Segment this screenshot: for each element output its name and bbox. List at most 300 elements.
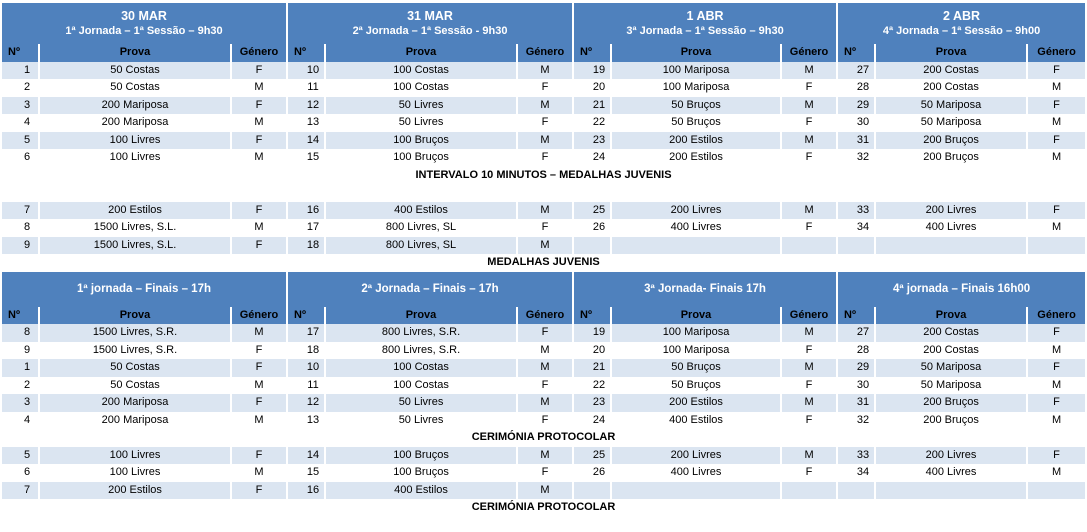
event-number: [574, 62, 610, 80]
event-name: 50 Costas: [40, 377, 230, 395]
event-name: 200 Estilos: [40, 482, 230, 500]
event-number: [2, 447, 38, 465]
event-number: [838, 149, 874, 167]
event-number-value: 21: [592, 361, 606, 374]
event-number: [2, 394, 38, 412]
interval-label: INTERVALO 10 MINUTOS – MEDALHAS JUVENIS: [2, 167, 1085, 185]
event-name: 50 Mariposa: [876, 359, 1026, 377]
event-name: [876, 237, 1026, 255]
event-name: 50 Costas: [40, 79, 230, 97]
event-number: [2, 359, 38, 377]
column-header-event: Prova: [612, 44, 780, 62]
event-number: [288, 219, 324, 237]
event-name: [612, 237, 780, 255]
event-number: [838, 219, 874, 237]
event-number-value: 25: [592, 203, 606, 216]
event-number: [838, 342, 874, 360]
event-name: 800 Livres, SL: [326, 237, 516, 255]
table-row: [2, 132, 1085, 150]
day-date: 30 MAR: [121, 8, 167, 23]
event-name: 50 Livres: [326, 412, 516, 430]
session-label: 3ª Jornada – 1ª Sessão – 9h30: [626, 24, 784, 37]
finals-header: 2ª Jornada – Finais – 17h: [288, 272, 572, 307]
event-number: [574, 447, 610, 465]
event-gender: [782, 482, 836, 500]
event-number: [288, 412, 324, 430]
event-number: [2, 202, 38, 220]
event-number: [838, 79, 874, 97]
morning-session-header-row: [2, 3, 1085, 44]
event-number: [2, 464, 38, 482]
event-number: [838, 412, 874, 430]
event-gender: [1028, 482, 1085, 500]
event-gender: M: [518, 447, 572, 465]
event-name: 200 Estilos: [612, 394, 780, 412]
event-number: [288, 79, 324, 97]
event-gender: M: [232, 324, 286, 342]
spacer-row: [2, 184, 1085, 202]
event-name: 100 Livres: [40, 447, 230, 465]
day-header: [288, 3, 572, 44]
column-header-event: Prova: [40, 44, 230, 62]
event-name: 1500 Livres, S.R.: [40, 342, 230, 360]
column-header-event: Prova: [876, 307, 1026, 325]
column-header-gender: Género: [232, 44, 286, 62]
event-number: [574, 412, 610, 430]
medals-label: MEDALHAS JUVENIS: [2, 254, 1085, 272]
event-number: [838, 202, 874, 220]
event-gender: M: [1028, 464, 1085, 482]
event-number-value: 22: [592, 378, 606, 391]
event-name: 50 Mariposa: [876, 97, 1026, 115]
finals-header: 1ª jornada – Finais – 17h: [2, 272, 286, 307]
column-header-gender: Género: [782, 44, 836, 62]
event-number: [2, 97, 38, 115]
event-name: 100 Costas: [326, 377, 516, 395]
table-row: [2, 202, 1085, 220]
table-row: [2, 359, 1085, 377]
event-number-value: 28: [856, 343, 870, 356]
event-gender: F: [518, 464, 572, 482]
event-number-value: 4: [23, 116, 31, 129]
event-number-value: 2: [23, 378, 31, 391]
table-row: [2, 97, 1085, 115]
event-name: 800 Livres, S.R.: [326, 324, 516, 342]
event-gender: M: [1028, 79, 1085, 97]
event-gender: F: [782, 114, 836, 132]
event-gender: F: [232, 132, 286, 150]
event-gender: F: [1028, 62, 1085, 80]
event-gender: M: [782, 359, 836, 377]
event-gender: F: [232, 97, 286, 115]
event-number-value: 6: [23, 466, 31, 479]
event-name: 1500 Livres, S.L.: [40, 237, 230, 255]
column-header-num: Nº: [574, 44, 610, 62]
event-number-value: 23: [592, 133, 606, 146]
event-number: [288, 237, 324, 255]
table-row: [2, 377, 1085, 395]
event-gender: M: [518, 97, 572, 115]
table-row: [2, 342, 1085, 360]
event-number-value: 9: [23, 343, 31, 356]
column-header-row: [2, 44, 1085, 62]
event-number-value: 14: [306, 448, 320, 461]
column-header-gender: Género: [1028, 307, 1085, 325]
event-name: 50 Costas: [40, 62, 230, 80]
event-number: [574, 149, 610, 167]
column-header-num: Nº: [574, 307, 610, 325]
event-number: [288, 62, 324, 80]
event-number-value: 33: [856, 448, 870, 461]
event-number-value: 18: [306, 238, 320, 251]
table-row: [2, 412, 1085, 430]
event-number-value: 23: [592, 396, 606, 409]
event-number-value: 1: [23, 63, 31, 76]
event-number: [2, 62, 38, 80]
ceremony-label: CERIMÓNIA PROTOCOLAR: [2, 499, 1085, 517]
event-number: [838, 359, 874, 377]
event-number-value: 3: [23, 98, 31, 111]
event-number: [2, 132, 38, 150]
event-gender: [782, 237, 836, 255]
event-number: [838, 447, 874, 465]
event-name: 200 Estilos: [612, 149, 780, 167]
event-number-value: 10: [306, 361, 320, 374]
finals-header: 3ª Jornada- Finais 17h: [574, 272, 836, 307]
event-number: [288, 394, 324, 412]
event-gender: M: [232, 377, 286, 395]
column-header-num: Nº: [288, 307, 324, 325]
event-number-value: 33: [856, 203, 870, 216]
event-name: 200 Mariposa: [40, 114, 230, 132]
event-number-value: 24: [592, 413, 606, 426]
event-number-value: 28: [856, 81, 870, 94]
column-header-num: Nº: [2, 44, 38, 62]
event-number: [2, 482, 38, 500]
table-row: [2, 114, 1085, 132]
event-name: 200 Mariposa: [40, 412, 230, 430]
event-number: [574, 202, 610, 220]
event-number: [288, 114, 324, 132]
event-number: [2, 412, 38, 430]
event-number-value: 26: [592, 466, 606, 479]
event-number-value: [849, 484, 863, 496]
event-number-value: 11: [307, 81, 319, 94]
event-number: [2, 149, 38, 167]
event-gender: F: [232, 237, 286, 255]
event-number: [838, 97, 874, 115]
event-number: [2, 342, 38, 360]
column-header-gender: Género: [232, 307, 286, 325]
event-number-value: 14: [306, 133, 320, 146]
event-name: 100 Livres: [40, 464, 230, 482]
event-number-value: 13: [306, 413, 320, 426]
event-gender: F: [518, 377, 572, 395]
event-number: [574, 132, 610, 150]
event-gender: M: [1028, 412, 1085, 430]
event-name: 50 Livres: [326, 114, 516, 132]
medals-label-row: [2, 254, 1085, 272]
event-name: 100 Costas: [326, 62, 516, 80]
event-number-value: 34: [856, 221, 870, 234]
event-number-value: 12: [306, 396, 320, 409]
table-row: [2, 219, 1085, 237]
ceremony-label-row: [2, 429, 1085, 447]
column-header-num: Nº: [838, 307, 874, 325]
table-row: [2, 324, 1085, 342]
column-header-event: Prova: [612, 307, 780, 325]
event-number-value: 17: [306, 221, 320, 234]
event-name: 50 Livres: [326, 394, 516, 412]
event-name: 800 Livres, S.R.: [326, 342, 516, 360]
event-number-value: 15: [306, 151, 320, 164]
event-number-value: 27: [856, 63, 870, 76]
event-number-value: 7: [23, 203, 31, 216]
finals-session-header-row: [2, 272, 1085, 307]
event-name: 200 Mariposa: [40, 97, 230, 115]
event-number: [838, 132, 874, 150]
event-gender: F: [782, 219, 836, 237]
ceremony-label-row: [2, 499, 1085, 517]
event-number-value: 34: [856, 466, 870, 479]
event-number-value: 13: [306, 116, 320, 129]
event-name: 100 Mariposa: [612, 79, 780, 97]
event-number: [288, 342, 324, 360]
event-number-value: 19: [592, 63, 606, 76]
event-name: 1500 Livres, S.R.: [40, 324, 230, 342]
event-name: 200 Livres: [876, 202, 1026, 220]
event-number: [2, 324, 38, 342]
event-name: 50 Mariposa: [876, 377, 1026, 395]
event-number: [838, 62, 874, 80]
event-name: 200 Estilos: [612, 132, 780, 150]
event-number-value: 8: [23, 221, 31, 234]
event-gender: F: [1028, 202, 1085, 220]
event-gender: M: [1028, 342, 1085, 360]
table-row: [2, 237, 1085, 255]
event-number: [838, 324, 874, 342]
spacer: [2, 184, 1085, 202]
column-header-num: Nº: [2, 307, 38, 325]
event-number: [574, 464, 610, 482]
finals-header: 4ª jornada – Finais 16h00: [838, 272, 1085, 307]
event-name: 200 Bruços: [876, 132, 1026, 150]
ceremony-label: CERIMÓNIA PROTOCOLAR: [2, 429, 1085, 447]
event-number-value: 25: [592, 448, 606, 461]
event-gender: M: [232, 412, 286, 430]
event-number: [288, 464, 324, 482]
event-number-value: 5: [23, 448, 31, 461]
day-date: 2 ABR: [943, 8, 981, 23]
event-name: 400 Estilos: [326, 482, 516, 500]
event-gender: F: [1028, 394, 1085, 412]
event-gender: F: [232, 447, 286, 465]
event-number-value: [585, 484, 599, 496]
event-number: [574, 219, 610, 237]
event-number-value: 4: [23, 413, 31, 426]
event-number: [574, 114, 610, 132]
column-header-num: Nº: [288, 44, 324, 62]
column-header-event: Prova: [40, 307, 230, 325]
column-header-num: Nº: [838, 44, 874, 62]
event-number: [2, 377, 38, 395]
event-number: [838, 464, 874, 482]
table-row: [2, 62, 1085, 80]
event-number: [2, 79, 38, 97]
event-number: [288, 324, 324, 342]
table-row: [2, 149, 1085, 167]
event-number-value: 11: [307, 378, 319, 391]
event-name: 200 Bruços: [876, 149, 1026, 167]
event-name: 400 Estilos: [326, 202, 516, 220]
event-number: [574, 342, 610, 360]
event-gender: M: [1028, 149, 1085, 167]
column-header-event: Prova: [326, 44, 516, 62]
event-number-value: 3: [23, 396, 31, 409]
event-name: 400 Livres: [876, 219, 1026, 237]
event-number-value: 17: [306, 326, 320, 339]
event-name: 50 Bruços: [612, 377, 780, 395]
event-number-value: 7: [23, 483, 31, 496]
event-number: [574, 237, 610, 255]
event-gender: F: [518, 114, 572, 132]
event-number: [574, 394, 610, 412]
event-number-value: 5: [23, 133, 31, 146]
event-gender: M: [232, 219, 286, 237]
event-number-value: 20: [592, 81, 606, 94]
event-number-value: 27: [856, 326, 870, 339]
column-header-gender: Género: [518, 44, 572, 62]
event-number-value: 20: [592, 343, 606, 356]
event-gender: F: [518, 412, 572, 430]
event-gender: M: [782, 447, 836, 465]
event-gender: M: [782, 394, 836, 412]
event-number-value: 6: [23, 151, 31, 164]
event-number-value: 19: [592, 326, 606, 339]
event-gender: M: [518, 202, 572, 220]
event-name: 100 Livres: [40, 132, 230, 150]
event-number-value: [849, 239, 863, 251]
event-gender: M: [782, 97, 836, 115]
event-gender: F: [782, 377, 836, 395]
event-name: 200 Bruços: [876, 412, 1026, 430]
event-name: 400 Livres: [876, 464, 1026, 482]
event-name: 50 Livres: [326, 97, 516, 115]
event-number-value: 22: [592, 116, 606, 129]
event-name: 200 Mariposa: [40, 394, 230, 412]
session-label: 2ª Jornada – 1ª Sessão - 9h30: [352, 24, 508, 37]
event-number: [838, 394, 874, 412]
event-gender: F: [1028, 132, 1085, 150]
day-header: [574, 3, 836, 44]
event-number: [574, 482, 610, 500]
event-gender: F: [518, 79, 572, 97]
event-name: 50 Bruços: [612, 97, 780, 115]
table-row: [2, 482, 1085, 500]
event-gender: M: [1028, 114, 1085, 132]
event-number-value: 9: [23, 238, 31, 251]
event-gender: F: [782, 464, 836, 482]
event-gender: F: [782, 79, 836, 97]
event-number-value: 30: [856, 116, 870, 129]
event-number-value: 30: [856, 378, 870, 391]
event-gender: F: [232, 202, 286, 220]
day-header: [838, 3, 1085, 44]
column-header-gender: Género: [518, 307, 572, 325]
event-number-value: 16: [306, 483, 320, 496]
session-label: 1ª Jornada – 1ª Sessão – 9h30: [65, 24, 223, 37]
event-gender: M: [232, 79, 286, 97]
event-number-value: 24: [592, 151, 606, 164]
event-number-value: 1: [23, 361, 31, 374]
event-number-value: 18: [306, 343, 320, 356]
event-gender: M: [782, 62, 836, 80]
event-gender: F: [1028, 359, 1085, 377]
event-gender: F: [232, 394, 286, 412]
event-name: 200 Livres: [612, 202, 780, 220]
event-name: 200 Costas: [876, 342, 1026, 360]
event-number: [574, 79, 610, 97]
event-name: 100 Livres: [40, 149, 230, 167]
event-gender: F: [1028, 97, 1085, 115]
competition-schedule-table: [0, 3, 1087, 517]
event-name: 200 Livres: [876, 447, 1026, 465]
event-name: [876, 482, 1026, 500]
table-row: [2, 447, 1085, 465]
event-number: [288, 447, 324, 465]
event-number: [838, 114, 874, 132]
event-gender: F: [782, 342, 836, 360]
event-number-value: 16: [306, 203, 320, 216]
event-number-value: 31: [856, 133, 870, 146]
event-number-value: 32: [856, 151, 870, 164]
event-number-value: 21: [592, 98, 606, 111]
event-name: 200 Estilos: [40, 202, 230, 220]
event-gender: F: [232, 342, 286, 360]
event-name: 100 Bruços: [326, 464, 516, 482]
event-gender: M: [232, 114, 286, 132]
event-name: 100 Bruços: [326, 149, 516, 167]
event-number: [288, 377, 324, 395]
interval-label-row: [2, 167, 1085, 185]
event-number-value: 10: [306, 63, 320, 76]
event-gender: M: [782, 132, 836, 150]
event-gender: M: [232, 149, 286, 167]
event-name: 800 Livres, SL: [326, 219, 516, 237]
event-name: 50 Bruços: [612, 359, 780, 377]
table-row: [2, 79, 1085, 97]
event-name: 100 Costas: [326, 359, 516, 377]
event-name: 200 Bruços: [876, 394, 1026, 412]
event-gender: M: [518, 359, 572, 377]
event-number: [288, 359, 324, 377]
event-number: [2, 219, 38, 237]
event-number: [838, 482, 874, 500]
event-name: 200 Costas: [876, 79, 1026, 97]
event-name: 50 Mariposa: [876, 114, 1026, 132]
event-name: 100 Mariposa: [612, 342, 780, 360]
column-header-event: Prova: [876, 44, 1026, 62]
event-gender: M: [1028, 219, 1085, 237]
event-gender: M: [782, 202, 836, 220]
event-number-value: [585, 239, 599, 251]
event-gender: F: [232, 62, 286, 80]
event-number: [2, 237, 38, 255]
session-label: 4ª Jornada – 1ª Sessão – 9h00: [882, 24, 1041, 37]
event-gender: F: [518, 149, 572, 167]
event-name: 200 Costas: [876, 324, 1026, 342]
event-number-value: 29: [856, 361, 870, 374]
